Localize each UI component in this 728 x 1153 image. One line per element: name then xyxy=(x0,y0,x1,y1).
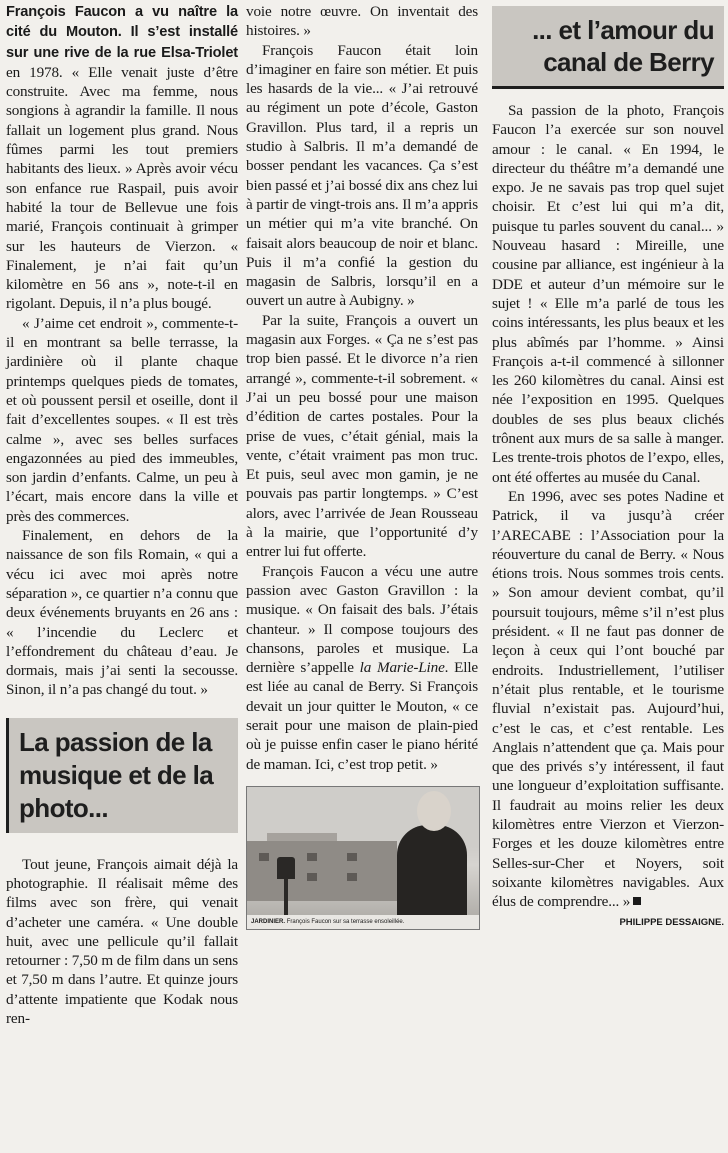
photo-street-lamp xyxy=(277,857,295,879)
text: En 1996, avec ses potes Nadine et Patrick, il va jusqu’à créer l’ARECABE : l’Association pour la réouverture du canal de Berry. « Nous étions trois. Nous sommes trois cents. » Son amour devient combat, qu’il poursuit toujours, même s’il n’est plus président. « Il ne faut pas donner de leçon à ceux qui l’ont bouché par endroits. Industriellement, l’utiliser n’était plus rentable, et le tourisme fluvial n’existait pas. Aujourd’hui, c’est le cas, et c’est rentable. Les Anglais n’attendent que ça. Mais pour que des privés s’y intéressent, il faut une longueur d’exploitation suffisante. Il faudrait au moins relier les deux kilomètres entre Vierzon et Vierzon-Forges et les douze kilomètres entre Selles-sur-Cher et Noyers, soit soixante kilomètres navigables. Aux élus de comprendre... » xyxy=(492,487,724,911)
paragraph xyxy=(492,487,724,912)
intro-paragraph xyxy=(6,2,238,314)
intro-text: en 1978. « Elle venait juste d’être construite. Avec ma femme, nous songions à agrandir la famille. Il nous fallait un logement plus grand. Nous fûmes parmi les tout premiers habitants des lieux. » Après avoir vécu son enfance rue Raspail, puis avoir habité la tour de Bellevue une fois marié, François continuait à grimper sur les hauteurs de Vierzon. « Finalement, je n’ai fait qu’un kilomètre en 56 ans », note-t-il en rigolant. Depuis, il n’a plus bougé. xyxy=(6,63,238,313)
lead-text: François Faucon a vu naître la cité du Mouton. Il s’est installé sur une rive de la rue Elsa-Triolet xyxy=(6,4,238,61)
end-of-article-icon xyxy=(633,897,641,905)
text: François Faucon a vécu une autre passion avec Gaston Gravillon : la musique. « On faisait des bals. J’étais chanteur. » Il compose toujours des chansons, paroles et musique. La dernière s’appelle xyxy=(246,562,478,677)
portrait-photo xyxy=(246,786,480,930)
photo-window xyxy=(307,853,317,861)
photo-caption xyxy=(247,915,480,929)
paragraph: voie notre œuvre. On inventait des histoires. » xyxy=(246,3,478,40)
photo-window xyxy=(259,853,269,861)
article-column-3 xyxy=(492,2,724,928)
paragraph: Sa passion de la photo, François Faucon l’a exercée sur son nouvel amour : le canal. « En 1994, le directeur du théâtre m’a demandé une expo. Je ne savais pas trop quel sujet choisir. Et c’est lui qui m’a dit, puisque tu parles souvent du canal... » Nouveau hasard : Mireille, une cousine par alliance, est ingénieur à la DDE et auteur d’un mémoire sur le sujet ! « Elle m’a parlé de tous les coins intéressants, les plus beaux et les plus abîmés par l’homme. » Ainsi François a-t-il commencé à sillonner les 260 kilomètres du canal. Ainsi est née l’exposition en 1995. Quelques doubles de ses plus beaux clichés trônent aux murs de sa salle à manger. Les trente-trois photos de l’expo, elles, ont été offertes au musée du Canal. xyxy=(492,102,724,486)
photo-lamp-pole xyxy=(284,877,288,917)
caption-text: François Faucon sur sa terrasse ensoleillée. xyxy=(286,918,405,925)
section-heading-canal: ... et l’amour du canal de Berry xyxy=(492,6,724,89)
photo-person-body xyxy=(397,825,467,915)
article-column-1 xyxy=(6,2,238,1028)
paragraph: Tout jeune, François aimait déjà la photographie. Il réalisait même des films avec son frère, qui venait d’acheter une caméra. « Une double huit, avec une pellicule qu’il fallait retourner : 7,50 m de film dans un sens et 7,50 m dans l’autre. Et quinze jours d’attente impatiente que Kodak nous ren- xyxy=(6,855,238,1028)
section-heading-music-photo: La passion de la musique et de la photo... xyxy=(6,718,238,833)
paragraph xyxy=(246,562,478,774)
article-column-2 xyxy=(246,2,478,930)
song-title: la Marie-Line xyxy=(359,659,445,677)
paragraph: Finalement, en dehors de la naissance de son fils Romain, « qui a vécu ici avec moi après notre séparation », ce quartier n’a connu que deux événements bruyants en 26 ans : « l’incendie du Leclerc et l’effondrement du château d’eau. Je dormais, mais j’ai senti la secousse. Sinon, il n’a pas changé du tout. » xyxy=(6,527,238,699)
caption-label: JARDINIER. xyxy=(251,918,286,925)
photo-window xyxy=(307,873,317,881)
paragraph: François Faucon était loin d’imaginer en faire son métier. Et puis les hasards de la vie... « J’ai retrouvé au régiment un pote d’école, Gaston Gravillon. Plus tard, il a repris un studio à Salbris. Il m’a demandé de bosser pendant les vacances. Ça s’est bien passé et j’ai bossé dix ans chez lui à partir de vingt-trois ans. Il m’a appris un métier qui m’a vite branché. On faisait alors beaucoup de noir et blanc. Puis il m’a confié la gestion du magasin de Salbris, lorsqu’il en a ouvert un autre à Aubigny. » xyxy=(246,41,478,310)
paragraph: « J’aime cet endroit », commente-t-il en montrant sa belle terrasse, la jardinière où il plante chaque printemps quelques pieds de tomates, et où poussent persil et oseille, dont il fait d’excellentes soupes. « Il est très calme », avec ses belles surfaces engazonnées au pied des immeubles, son jardin d’enfants. Calme, un peu à l’écart, mais encore dans la ville et près des commerces. xyxy=(6,314,238,525)
author-byline: PHILIPPE DESSAIGNE. xyxy=(619,917,724,929)
photo-building xyxy=(247,841,397,901)
photo-window xyxy=(347,853,357,861)
text: . Elle est liée au canal de Berry. Si François devait un jour quitter le Mouton, « ce serait pour une maison de plain-pied où je puisse enfin caser le piano hérité de maman. Ici, c’est trop petit. » xyxy=(246,659,478,773)
paragraph: Par la suite, François a ouvert un magasin aux Forges. « Ça ne s’est pas trop bien passé. Et le divorce n’a rien arrangé », commente-t-il sobrement. « J’ai un peu bossé pour une maison d’édition de cartes postales. Pour la prise de vues, c’était génial, mais la vente, c’était vraiment pas mon truc. Et puis, seul avec mon gamin, je ne pouvais pas partir longtemps. » C’est alors, avec l’arrivée de Jean Rousseau à la mairie, que l’opportunité d’y entrer lui fut offerte. xyxy=(246,311,478,561)
photo-person-head xyxy=(417,791,451,831)
photo-window xyxy=(347,873,357,881)
